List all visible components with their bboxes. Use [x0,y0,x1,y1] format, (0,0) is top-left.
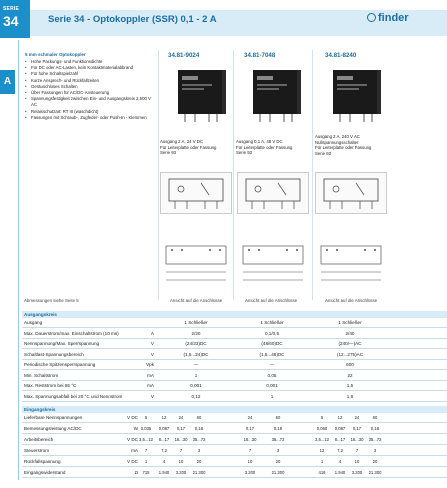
table-cell: 12 [161,415,167,420]
table-cell: 715 [142,470,150,475]
table-cell: 5 [320,415,324,420]
brand-logo [367,12,409,24]
row-label: Max. Dauerstrom/max. Einschaltstrom (10 ms) [24,330,119,336]
column-divider [312,50,313,300]
table-cell: 22 [347,372,353,378]
table-cell: 4 [162,459,166,464]
view-caption: Ansicht auf die Anschlüsse [245,298,298,303]
wiring-diagram [315,172,387,214]
table-cell: 3 [197,448,201,453]
table-cell: 21.300 [192,470,206,475]
section-tab: A [0,70,15,94]
product-code: 34.81-9024 [168,52,200,59]
table-cell: 21.300 [271,470,285,475]
dimension-drawing [315,240,387,290]
table-cell: 7 [355,448,359,453]
row-label: Periodische Spitzensperrspannung [24,362,96,367]
table-cell: 0,17 [176,426,186,431]
row-unit: W [133,426,138,431]
table-cell: 7 [144,448,148,453]
table-cell: 1 [144,459,148,464]
table-row [22,436,447,445]
table-cell: 7 [248,448,252,453]
row-label: Max. Reststrom bei 55 °C [24,383,77,388]
table-cell: 4 [338,459,342,464]
table-cell: (48/60)DC [261,341,283,346]
row-label: Eingangswiderstand [24,470,66,475]
table-row [22,458,447,467]
row-unit: A [150,330,154,336]
table-cell: 5 [144,415,148,420]
table-cell: 1,5 [346,383,354,388]
table-cell: 20 [275,459,281,464]
product-description [160,139,234,156]
table-cell: 1 [194,372,198,378]
brand-name: finder [378,12,409,24]
row-label: Lieferbare Nennspannungen [24,415,83,420]
row-unit: mA [147,372,154,378]
table-cell: 16...30 [243,437,257,442]
feature-item: • Spannungsfestigkeit zwischen Ein- und Ausgangskreis 2.500 V AC [25,96,157,108]
wiring-diagram [237,172,309,214]
table-cell: 3 [276,448,280,453]
table-cell: — [193,362,199,367]
product-description [315,134,389,156]
table-cell: 3.200 [244,470,256,475]
row-unit: mA [147,383,154,388]
row-label: Min. Schaltstrom [24,372,59,378]
table-row [22,393,447,402]
description-line: Serie 93 [236,150,253,156]
feature-item: • Geräuschloses Schalten [25,84,157,90]
row-unit: Vpk [146,362,154,367]
table-cell: 35...72 [192,437,206,442]
table-cell: 3.200 [351,470,363,475]
table-row [22,372,447,381]
table-cell: 8...17 [158,437,170,442]
product-description [236,139,310,156]
table-cell: 12 [319,448,325,453]
table-cell: 7,2 [337,448,343,453]
table-row [22,340,447,349]
row-label: Bemessungsleistung AC/DC [24,426,82,431]
table-cell: 60 [196,415,202,420]
table-cell: 3,5...12 [139,437,153,442]
table-cell: 60 [275,415,281,420]
table-row [22,351,447,360]
row-label: Arbeitsbereich [24,437,54,442]
table-row [22,330,447,339]
row-unit: V [150,341,154,346]
row-label: Nennspannung/Max. Sperrspannung [24,341,100,346]
row-label: Steuerstrom [24,448,50,453]
table-cell: (240/—)AC [338,341,362,346]
table-cell: 24 [247,415,253,420]
table-cell: 20 [372,459,378,464]
table-cell: (1,5...24)DC [183,351,209,357]
row-unit: V DC [127,459,138,464]
dimension-drawing [237,240,309,290]
table-cell: 1 Schließer [184,320,208,325]
table-cell: (24/33)DC [185,341,207,346]
description-line: Für Leiterplatte oder Fassung [160,144,217,150]
table-cell: 8...17 [334,437,346,442]
table-cell: (12...275)AC [336,351,364,357]
table-cell: 24 [354,415,360,420]
table-cell: (1,5...48)DC [259,351,285,357]
table-cell: 0,087 [334,426,346,431]
feature-item: • Hohe Packungs- und Funktionsdichte [25,59,157,65]
description-line: Nullspannungsschalter [315,139,359,145]
table-cell: 0,001 [266,383,278,388]
table-row [22,414,447,423]
row-unit: V [150,393,154,399]
table-cell: 0,18 [370,426,380,431]
table-cell: 12 [337,415,343,420]
description-line: Ausgang 2 A, 240 V AC [315,134,360,139]
feature-item: • Fassungen mit Schraub-, Zugfeder- oder Push-In - Klemmen [25,115,157,121]
table-cell: 0,18 [273,426,283,431]
table-cell: 35...72 [368,437,382,442]
table-cell: 7 [179,448,183,453]
dimensions-note: Abmessungen siehe Seite 5 [24,298,79,303]
description-line: Ausgang 2 A, 24 V DC [160,139,203,144]
table-cell: 10 [354,459,360,464]
table-cell: 20 [196,459,202,464]
margin-rule [18,40,19,480]
product-code: 34.81-7048 [244,52,276,59]
description-line: Ausgang 0,1 A, 48 V DC [236,139,283,144]
table-cell: 1 [270,393,274,399]
table-cell: 21.300 [368,470,382,475]
table-cell: 0,12 [191,393,201,399]
finder-logo-icon [367,13,376,22]
dimension-drawing [160,240,232,290]
table-cell: 0,17 [245,426,255,431]
features-list [25,59,157,121]
table-cell: 0,035 [140,426,152,431]
table-row [22,382,447,391]
table-cell: — [269,362,275,367]
column-divider [233,50,234,300]
table-cell: 0,001 [190,383,202,388]
table-cell: 16...30 [350,437,364,442]
wiring-diagram [160,172,232,214]
table-row [22,447,447,456]
row-label: Rückfallspannung [24,459,61,464]
relay-photo [247,66,307,126]
table-cell: 60 [372,415,378,420]
row-unit: V [150,351,154,357]
feature-item: • Kurze Ansprech- und Rückfallzeiten [25,78,157,84]
features-title: 5 mm schmaler Optokoppler [25,52,86,57]
relay-photo [327,66,387,126]
row-unit: V DC [127,437,138,442]
series-label: SERIE [3,6,20,12]
description-line: Für Leiterplatte oder Fassung [315,145,372,151]
description-line: Serie 93 [315,150,332,156]
row-label: Schaltlast-Spannungsbereich [24,351,84,357]
table-cell: 10 [178,459,184,464]
table-cell: 7,2 [161,448,167,453]
feature-item: • Für DC oder AC-Lasten, kein Kontaktmaterialabbrand [25,65,157,71]
table-row [22,361,447,370]
table-row [22,425,447,434]
table-cell: 0,1/0,5 [264,330,280,336]
row-unit: Ω [134,470,138,475]
table-cell: 2/40 [345,330,355,336]
table-cell: 416 [318,470,326,475]
table-cell: 1.940 [158,470,170,475]
description-line: Für Leiterplatte oder Fassung [236,144,293,150]
table-cell: 1.940 [334,470,346,475]
section-header-output: Ausgangskreis [22,311,447,318]
table-row [22,469,447,478]
product-code: 34.81-8240 [325,52,357,59]
table-cell: 3,5...12 [315,437,329,442]
description-line: Serie 93 [160,150,177,156]
table-cell: 0,087 [158,426,170,431]
table-row [22,319,447,328]
table-cell: 600 [346,362,354,367]
table-cell: 24 [178,415,184,420]
table-cell: 1 [320,459,324,464]
view-caption: Ansicht auf die Anschlüsse [170,298,223,303]
view-caption: Ansicht auf die Anschlüsse [325,298,378,303]
feature-item: • Für hohe Schaltspielzahl [25,71,157,77]
table-cell: 0,060 [316,426,328,431]
feature-item: • Relaisschutzart: RT III (waschdicht) [25,109,157,115]
series-badge [0,0,30,38]
table-cell: 3.200 [175,470,187,475]
table-cell: 16...30 [174,437,188,442]
column-divider [158,50,159,300]
table-cell: 35...72 [271,437,285,442]
relay-photo [172,66,232,126]
row-label: Max. Spannungsabfall bei 20 °C und Nennstrom [24,393,123,399]
table-cell: 10 [247,459,253,464]
row-label: Ausgang [24,320,43,325]
table-cell: 2/20 [191,330,201,336]
table-cell: 1 Schließer [260,320,284,325]
row-unit: V DC [127,415,138,420]
table-cell: 0,18 [194,426,204,431]
section-header-input: Eingangskreis [22,406,447,413]
table-cell: 1 Schließer [338,320,362,325]
row-unit: mA [131,448,138,453]
series-number: 34 [3,13,19,29]
table-cell: 1,6 [346,393,354,399]
table-cell: 0,05 [267,372,277,378]
page-title: Serie 34 - Optokoppler (SSR) 0,1 - 2 A [48,14,217,25]
table-cell: 3 [373,448,377,453]
table-cell: 0,17 [352,426,362,431]
feature-item: • Über Fassungen für AC/DC-Ansteuerung [25,90,157,96]
